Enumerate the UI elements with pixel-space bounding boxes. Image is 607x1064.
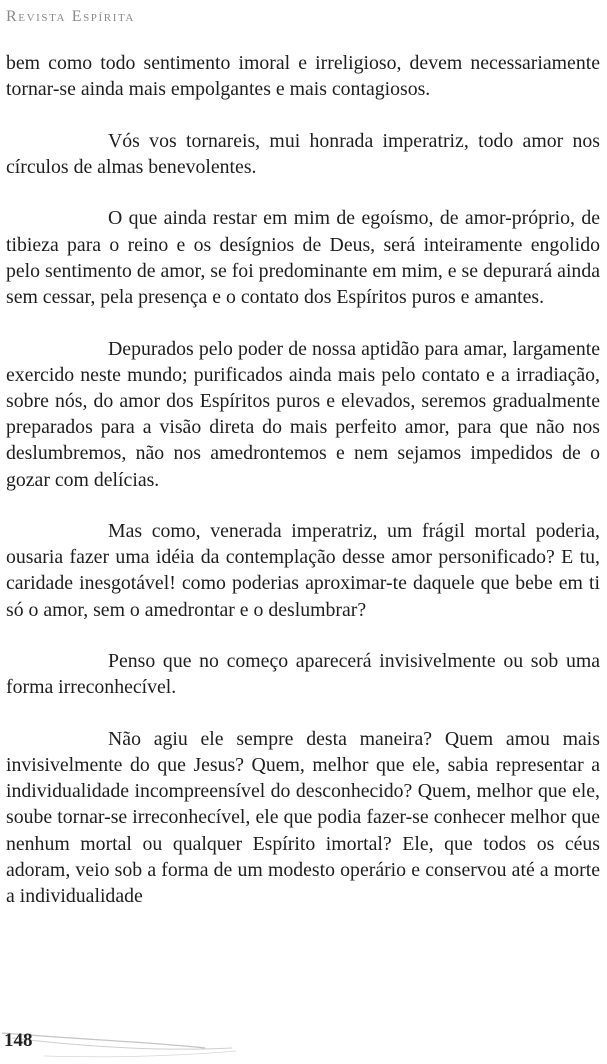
paragraph-1: bem como todo sentimento imoral e irreligioso, devem necessariamente tornar-se ainda mais empolgantes e mais contagiosos.	[6, 52, 600, 101]
paragraph-2: Vós vos tornareis, mui honrada imperatriz, todo amor nos círculos de almas benevolentes.	[6, 129, 600, 178]
paragraph-5: Mas como, venerada imperatriz, um frágil mortal poderia, ousaria fazer uma idéia da contemplação desse amor personificado? E tu, caridade inesgotável! como poderias aproximar-te daquele que bebe em ti só o amor, sem o amedrontar e o deslumbrar?	[6, 520, 600, 621]
running-head: Revista Espírita	[6, 8, 135, 25]
paragraph-3: O que ainda restar em mim de egoísmo, de amor-próprio, de tibieza para o reino e os desígnios de Deus, será inteiramente engolido pelo sentimento de amor, se foi predominante em mim, e se depurará ainda sem cessar, pela presença e o contato dos Espíritos puros e amantes.	[6, 207, 600, 309]
paragraph-4: Depurados pelo poder de nossa aptidão para amar, largamente exercido neste mundo; purificados ainda mais pelo contato e a irradiação, sobre nós, do amor dos Espíritos puros e elevados, seremos gradualmente preparados para a visão direta do mais perfeito amor, para que não nos deslumbremos, não nos amedrontemos e nem sejamos impedidos de o gozar com delícias.	[6, 337, 600, 491]
paragraph-6: Penso que no começo aparecerá invisivelmente ou sob uma forma irreconhecível.	[6, 650, 600, 699]
footer-ornament-icon	[0, 1026, 240, 1060]
page-number: 148	[4, 1030, 33, 1051]
body-text	[6, 50, 600, 935]
paragraph-7: Não agiu ele sempre desta maneira? Quem amou mais invisivelmente do que Jesus? Quem, melhor que ele, sabia representar a individualidade incompreensível do desconhecido? Quem, melhor que ele, soube tornar-se irreconhecível, ele que podia fazer-se conhecer melhor que nenhum mortal ou qualquer Espírito imortal? Ele, que todos os céus adoram, veio sob a forma de um modesto operário e conservou até a morte a individualidade	[6, 727, 600, 908]
